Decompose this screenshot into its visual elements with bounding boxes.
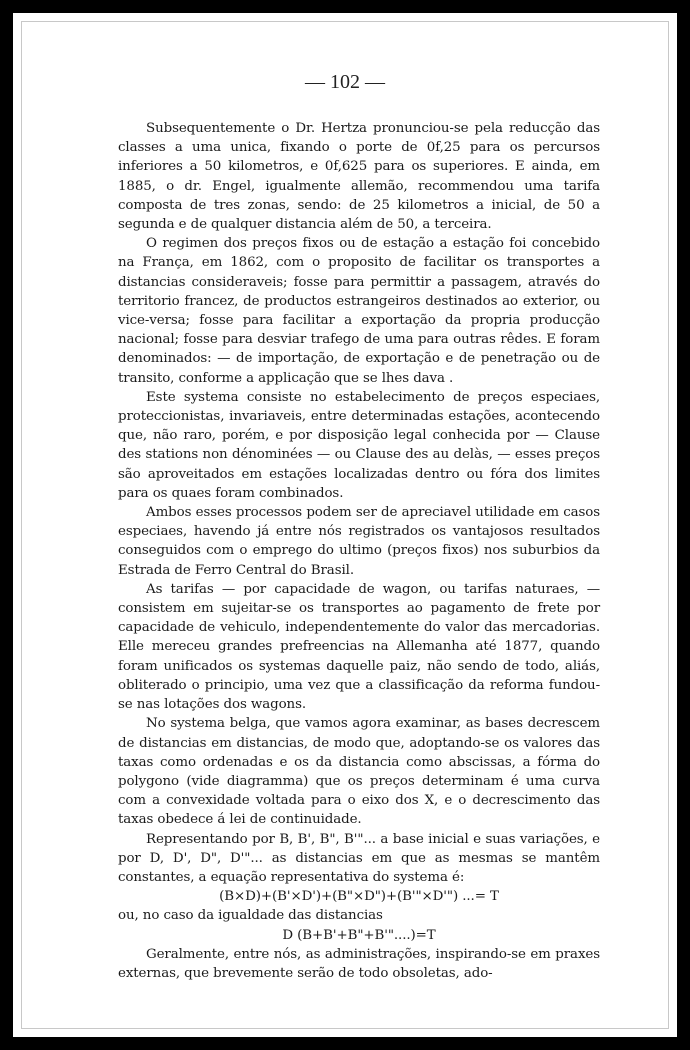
equation-1: (B×D)+(B'×D')+(B"×D")+(B'"×D'") ...= T [219, 889, 499, 905]
body-text [118, 119, 600, 983]
paragraph-6: No systema belga, que vamos agora examinar, as bases decrescem de distancias em distancias, de modo que, adoptando-se os valores das taxas como ordenadas e os da distancia como abscissas, a fórma do polygono (vide diagramma) que os preços determinam é uma curva com a convexidade voltada para o eixo dos X, e o decrescimento das taxas obedece á lei de continuidade. [118, 716, 600, 828]
paragraph-5: As tarifas — por capacidade de wagon, ou tarifas naturaes, — consistem em sujeitar-se os transportes ao pagamento de frete por capacidade de vehiculo, independentemente do valor das mercadorias. Elle mereceu grandes prefreencias na Allemanha até 1877, quando foram unificados os systemas daquelle paiz, não sendo de todo, aliás, obliterado o principio, uma vez que a classificação da reforma fundou-se nas lotações dos wagons. [118, 581, 600, 713]
equation-2: D (B+B'+B"+B'"....)=T [282, 927, 436, 943]
paragraph-3: Este systema consiste no estabelecimento de preços especiaes, proteccionistas, invariaveis, entre determinadas estações, acontecendo que, não raro, porém, e por disposição legal conhecida por — Clause des stations non dénominées — ou Clause des au delàs, — esses preços são aproveitados em estações localizadas dentro ou fóra dos limites para os quaes foram combinados. [118, 389, 600, 501]
page-number: — 102 — [305, 71, 385, 93]
paragraph-1: Subsequentemente o Dr. Hertza pronunciou-se pela reducção das classes a uma unica, fixando o porte de 0f,25 para os percursos inferiores a 50 kilometros, e 0f,625 para os superiores. E ainda, em 1885, o dr. Engel, igualmente allemão, recommendou uma tarifa composta de tres zonas, sendo: de 25 kilometros a inicial, de 50 a segunda e de qualquer distancia além de 50, a terceira. [118, 121, 600, 233]
document-page [13, 13, 677, 1037]
paragraph-7: Representando por B, B', B", B'"... a base inicial e suas variações, e por D, D', D", D'"... as distancias em que as mesmas se mantêm constantes, a equação representativa do systema é: [118, 831, 600, 885]
paragraph-8: ou, no caso da igualdade das distancias [118, 908, 383, 924]
paragraph-9: Geralmente, entre nós, as administrações, inspirando-se em praxes externas, que brevemente serão de todo obsoletas, ado- [118, 946, 600, 981]
paragraph-2: O regimen dos preços fixos ou de estação a estação foi concebido na França, em 1862, com o proposito de facilitar os transportes a distancias consideraveis; fosse para permittir a passagem, através do territorio francez, de productos estrangeiros destinados ao exterior, ou vice-versa; fosse para facilitar a exportação da propria producção nacional; fosse para desviar trafego de uma para outras rêdes. E foram denominados: — de importação, de exportação e de penetração ou de transito, conforme a applicação que se lhes dava . [118, 236, 600, 386]
paragraph-4: Ambos esses processos podem ser de apreciavel utilidade em casos especiaes, havendo já entre nós registrados os vantajosos resultados conseguidos com o emprego do ultimo (preços fixos) nos suburbios da Estrada de Ferro Central do Brasil. [118, 505, 600, 578]
